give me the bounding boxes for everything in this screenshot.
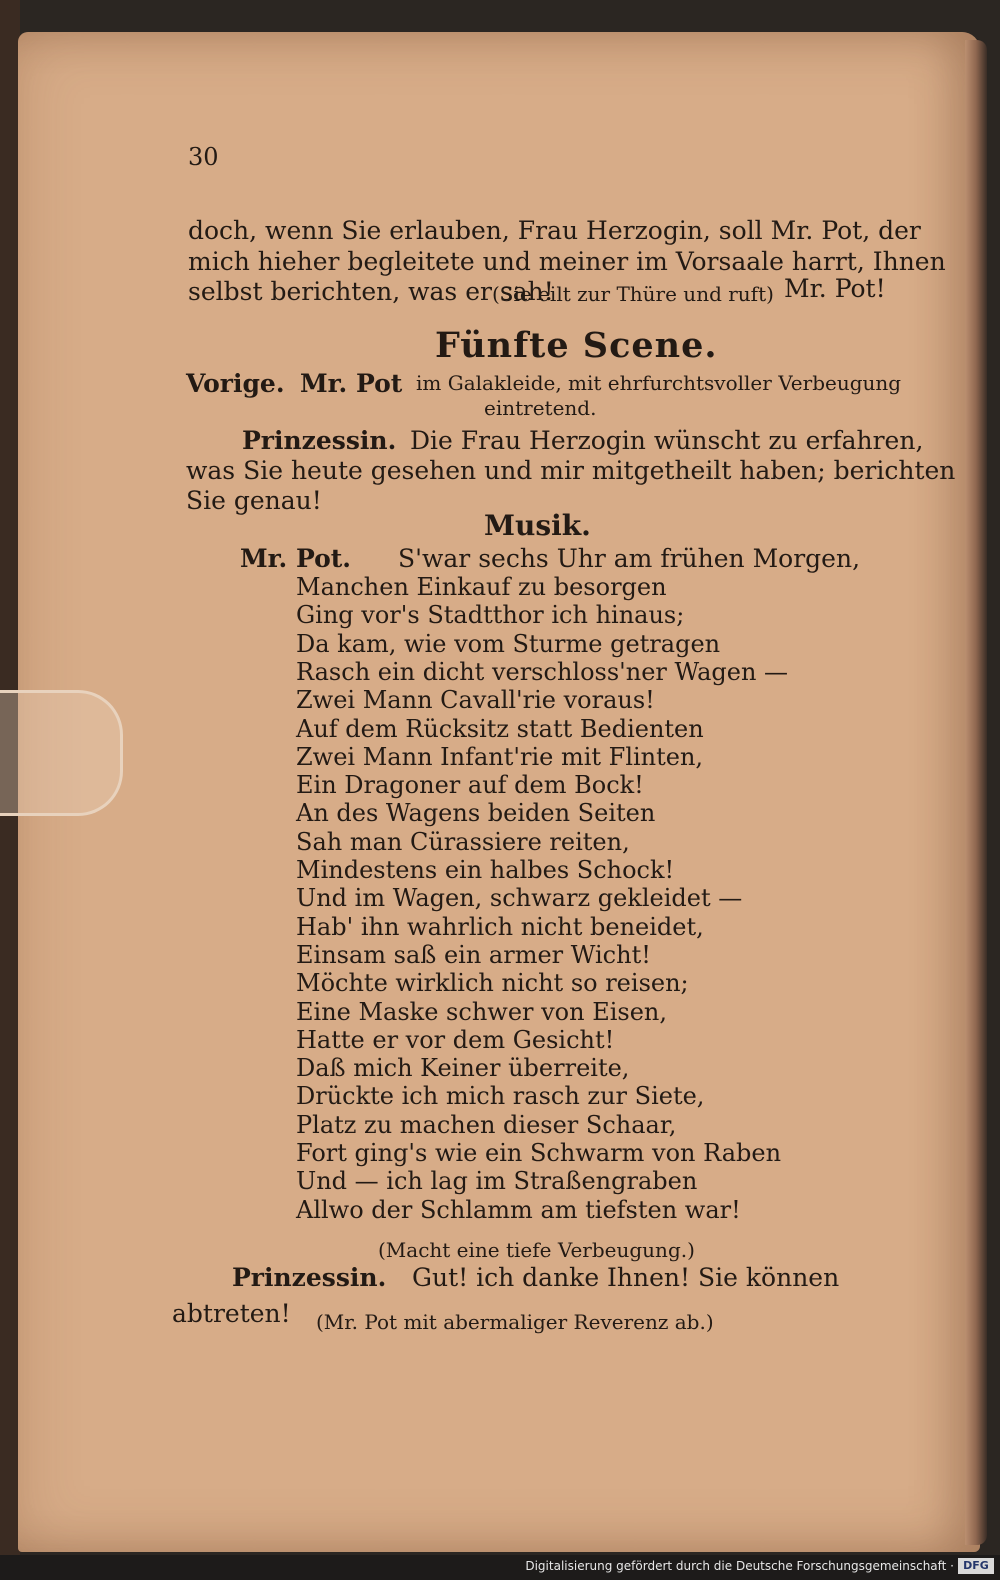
verse-line: Daß mich Keiner überreite, [296,1054,630,1083]
speaker-prinzessin-2: Prinzessin. [232,1263,387,1292]
verse-line: Hatte er vor dem Gesicht! [296,1025,615,1054]
verse-line: Und — ich lag im Straßengraben [296,1167,698,1196]
paper-clip [0,690,123,816]
verse-line: Ein Dragoner auf dem Bock! [296,771,644,800]
intro-line-3: selbst berichten, was er sah! [188,277,554,306]
verse-line: Auf dem Rücksitz statt Bedienten [296,714,704,743]
dfg-logo: DFG [958,1558,994,1574]
verse-line: Zwei Mann Infant'rie mit Flinten, [296,742,704,771]
verse-line: An des Wagens beiden Seiten [296,799,656,828]
verse-line: Hab' ihn wahrlich nicht beneidet, [296,912,704,941]
verse-line: Möchte wirklich nicht so reisen; [296,969,689,998]
intro-line-2: mich hieher begleitete und meiner im Vorsaale harrt, Ihnen [188,247,946,276]
speech-1-line-1: Die Frau Herzogin wünscht zu erfahren, [410,426,924,455]
scene-heading: Fünfte Scene. [435,325,718,366]
verse-line: Fort ging's wie ein Schwarm von Raben [296,1139,782,1167]
stage-exit: (Mr. Pot mit abermaliger Reverenz ab.) [316,1310,714,1334]
verse-line: Drückte ich mich rasch zur Siete, [296,1082,705,1111]
verse-line: Eine Maske schwer von Eisen, [296,997,668,1026]
verse-line: Allwo der Schlamm am tiefsten war! [296,1195,741,1224]
cast-stage-direction-2: eintretend. [484,396,597,420]
cast-mr-pot: Mr. Pot [300,369,403,398]
intro-call: Mr. Pot! [784,274,886,303]
stage-bow: (Macht eine tiefe Verbeugung.) [378,1238,695,1262]
speech-1-line-2: was Sie heute gesehen und mir mitgetheilt haben; berichten [186,456,956,485]
speech-3-line-1: Gut! ich danke Ihnen! Sie können [412,1263,840,1292]
speech-3-line-2: abtreten! [172,1299,291,1328]
verse-line: Mindestens ein halbes Schock! [296,856,675,884]
intro-line-1: doch, wenn Sie erlauben, Frau Herzogin, soll Mr. Pot, der [188,216,921,245]
speaker-mr-pot: Mr. Pot. [240,544,352,573]
cast-stage-direction: im Galakleide, mit ehrfurchtsvoller Verbeugung [416,371,902,395]
cast-previous: Vorige. [186,369,285,398]
footer-credit: Digitalisierung gefördert durch die Deutsche Forschungsgemeinschaft · [525,1559,954,1573]
verse-line: Platz zu machen dieser Schaar, [296,1110,677,1139]
page-number: 30 [188,143,219,171]
page-edge [965,40,987,1545]
verse-line: Ging vor's Stadtthor ich hinaus; [296,601,685,630]
verse-line: Einsam saß ein armer Wicht! [296,940,651,969]
verse-line: Da kam, wie vom Sturme getragen [296,629,721,658]
verse-line: Sah man Cürassiere reiten, [296,827,630,856]
verse-first-line: S'war sechs Uhr am frühen Morgen, [398,544,861,573]
verse-line: Und im Wagen, schwarz gekleidet — [296,884,743,913]
speech-1-line-3: Sie genau! [186,486,322,515]
verse-line: Zwei Mann Cavall'rie voraus! [296,686,655,715]
intro-stage-direction: (Sie eilt zur Thüre und ruft) [492,282,774,306]
speaker-prinzessin-1: Prinzessin. [242,426,397,455]
verse-line: Rasch ein dicht verschloss'ner Wagen — [296,657,789,686]
verse-line: Manchen Einkauf zu besorgen [296,573,667,601]
music-heading: Musik. [484,509,591,542]
